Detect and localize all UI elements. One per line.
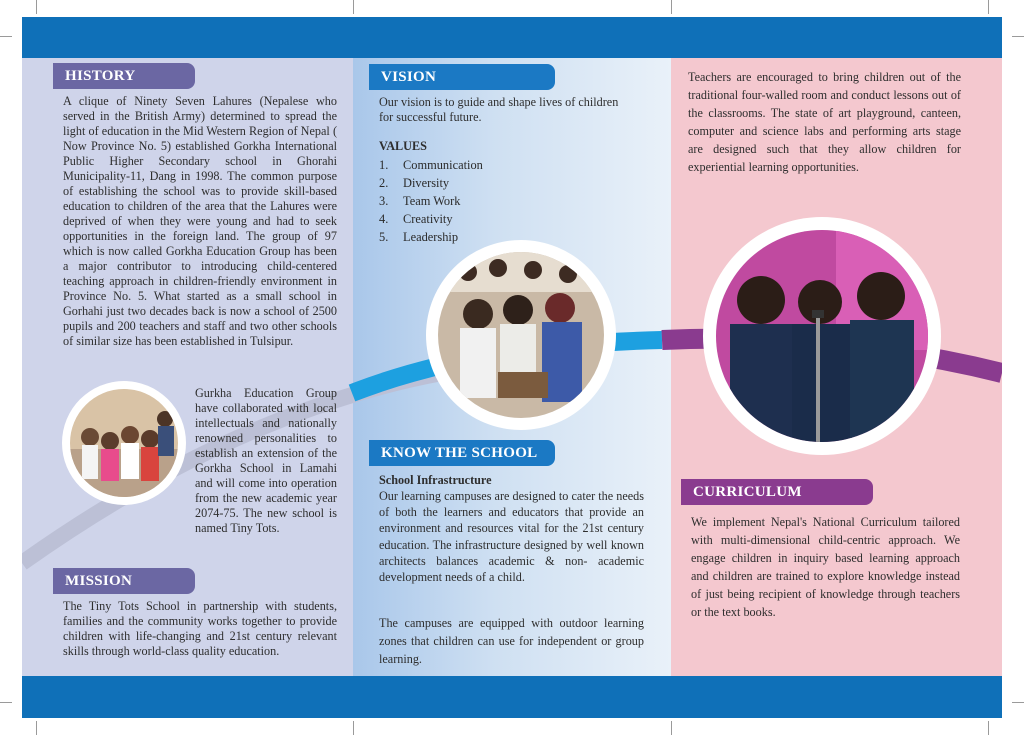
crop-mark: [1012, 702, 1024, 703]
history-heading: HISTORY: [53, 63, 195, 89]
values-list: [379, 156, 483, 246]
values-list-item: 5. Leadership: [379, 230, 459, 244]
curriculum-heading: CURRICULUM: [681, 479, 873, 505]
crop-mark: [0, 36, 12, 37]
curriculum-paragraph: We implement Nepal's National Curriculum tailored with multi-dimensional child-centric approach. We engage children in inquiry based learning approach and children are trained to explore knowledge instead of just being recipient of knowledge through teachers or the text books.: [691, 515, 960, 619]
know-school-paragraph-2: The campuses are equipped with outdoor learning zones that children can use for independent or group learning.: [379, 616, 644, 666]
values-list-item: 3. Team Work: [379, 194, 461, 208]
history-paragraph: A clique of Ninety Seven Lahures (Nepalese who served in the British Army) determined to spread the light of education in the Mid Western Region of Nepal ( Now Province No. 5) established Gorkha International Public Higher Secondary school in Ghorahi Municipality-11, Dang in 1998. The common purpose of establishing the school was to provide skill-based education to children of the area that the Lahures were deprived of when they were young and had to seek opportunities in the foreign land. The group of 97 which is now called Gorkha Education Group has been a major contributor to introducing child-centered teaching approach in children-friendly environment in Province No. 5. What started as a small school in Gorhahi just two decades back is now a school of 2500 pupils and 200 teachers and staff and two other schools of similar size has been established in Tulsipur.: [63, 94, 337, 348]
vision-paragraph: Our vision is to guide and shape lives of children for successful future.: [379, 95, 619, 124]
crop-mark: [671, 721, 672, 735]
infrastructure-subheading: School Infrastructure: [379, 473, 492, 487]
values-list-item: 1. Communication: [379, 158, 483, 172]
students-science-photo: [426, 240, 616, 430]
history-side-paragraph: Gurkha Education Group have collaborated with local intellectuals and nationally renowned personalities to establish an extension of the Gorkha School in Lamahi and will come into operation from the new academic year 2074-75. The new school is named Tiny Tots.: [195, 386, 337, 535]
bottom-band: [22, 676, 1002, 718]
crop-mark: [353, 721, 354, 735]
teachers-paragraph: Teachers are encouraged to bring children out of the traditional four-walled room and conduct lessons out of the classrooms. The state of art playground, canteen, computer and science labs and performing arts stage are designed such that they allow children for experiential learning opportunities.: [688, 70, 961, 174]
crop-mark: [671, 0, 672, 14]
crop-mark: [36, 0, 37, 14]
students-stage-photo: [703, 217, 941, 455]
know-school-heading: KNOW THE SCHOOL: [369, 440, 555, 466]
crop-mark: [988, 0, 989, 14]
mission-paragraph: The Tiny Tots School in partnership with students, families and the community works together to provide children with life-changing and 21st century relevant skills through world-class quality education.: [63, 599, 337, 658]
crop-mark: [353, 0, 354, 14]
top-band: [22, 17, 1002, 58]
values-heading: VALUES: [379, 139, 427, 153]
values-list-item: 2. Diversity: [379, 176, 450, 190]
students-photo-small: [62, 381, 186, 505]
crop-mark: [988, 721, 989, 735]
know-school-paragraph-1: Our learning campuses are designed to cater the needs of both the learners and educators that provide an environment and resources vital for the 21st century education. The infrastructure designed by well known architects balances academic & non- academic development needs of a child.: [379, 489, 644, 585]
crop-mark: [0, 702, 12, 703]
values-list-item: 4. Creativity: [379, 212, 453, 226]
crop-mark: [1012, 36, 1024, 37]
crop-mark: [36, 721, 37, 735]
vision-heading: VISION: [369, 64, 555, 90]
mission-heading: MISSION: [53, 568, 195, 594]
